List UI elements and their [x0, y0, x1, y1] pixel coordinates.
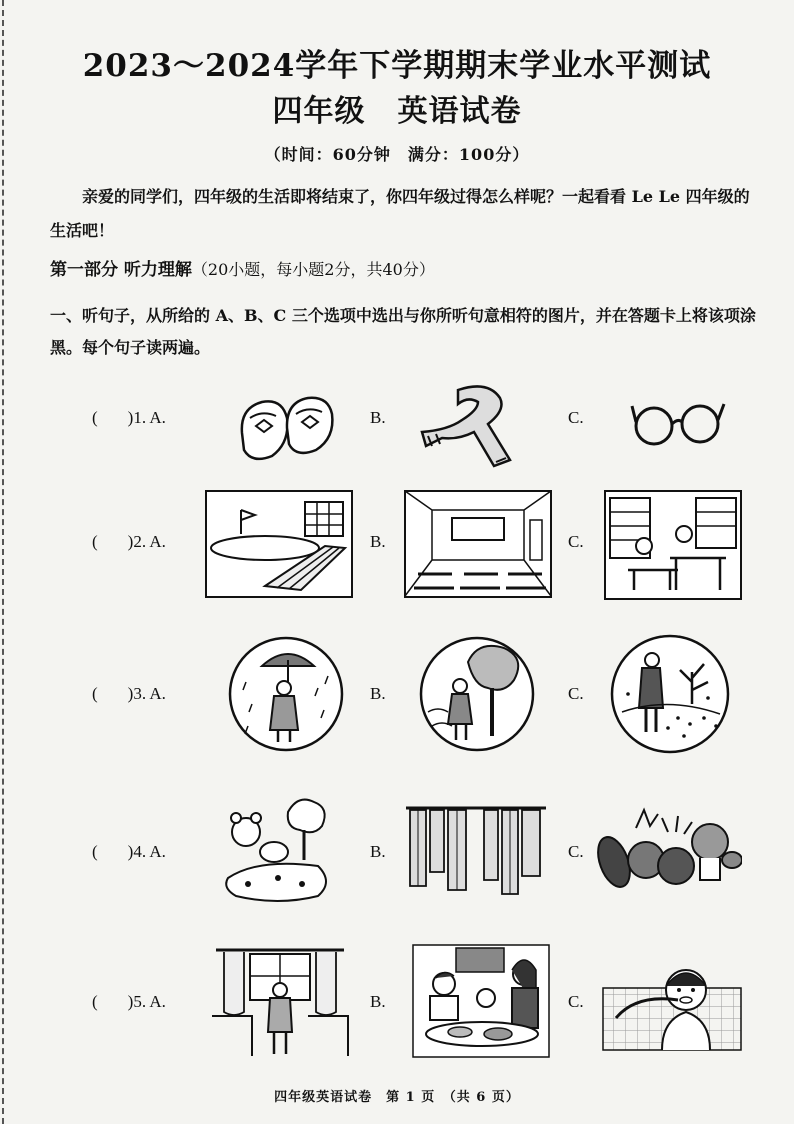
library-image[interactable]	[604, 490, 742, 600]
option-c-label: C.	[568, 532, 584, 551]
subject-label: 英语试卷	[397, 94, 522, 129]
grade-label: 四年级	[272, 94, 366, 129]
option-b-label: B.	[370, 408, 386, 427]
option-a-label: A.	[149, 532, 166, 551]
answer-paren[interactable]: ( )2. A.	[92, 532, 166, 551]
option-c-label: C.	[568, 842, 584, 861]
section-heading	[50, 255, 435, 280]
option-b-label: B.	[370, 842, 386, 861]
intro-paragraph: 亲爱的同学们，四年级的生活即将结束了，你四年级过得怎么样呢？一起看看 Le Le 四年级的生活吧！	[50, 187, 750, 240]
brushing-teeth-image[interactable]	[602, 958, 742, 1052]
rainy-day-image[interactable]	[228, 632, 344, 756]
playground-image[interactable]	[205, 490, 353, 598]
option-a-label: A.	[149, 408, 166, 427]
time-info: （时间：60分钟 满分：100分）	[264, 145, 530, 164]
option-b-label: B.	[370, 684, 386, 703]
question-number: 4.	[133, 842, 147, 861]
animals-image[interactable]	[218, 792, 336, 912]
question-number: 3.	[133, 684, 147, 703]
answer-paren[interactable]: ( )4. A.	[92, 842, 166, 861]
bedroom-window-image[interactable]	[210, 946, 350, 1058]
exam-subtitle	[0, 86, 794, 130]
family-dinner-image[interactable]	[412, 944, 550, 1058]
option-b-label: B.	[370, 992, 386, 1011]
question-row-5	[0, 944, 794, 1074]
answer-paren[interactable]: ( )5. A.	[92, 992, 166, 1011]
exam-title: 2023～2024学年下学期期末学业水平测试	[82, 48, 712, 84]
option-a-label: A.	[149, 842, 166, 861]
classroom-image[interactable]	[404, 490, 552, 598]
windy-day-image[interactable]	[418, 632, 536, 756]
option-c-label: C.	[568, 408, 584, 427]
instruction-text: 一、听句子，从所给的 A、B、C 三个选项中选出与你所听句意相符的图片，并在答题卡上将该项涂黑。每个句子读两遍。	[50, 306, 756, 357]
question-number: 1.	[133, 408, 147, 427]
clothes-rack-image[interactable]	[402, 800, 550, 908]
question-row-2	[0, 488, 794, 618]
glasses-image[interactable]	[630, 394, 726, 454]
question-number: 5.	[133, 992, 147, 1011]
option-b-label: B.	[370, 532, 386, 551]
answer-paren[interactable]: ( )1. A.	[92, 408, 166, 427]
vegetables-image[interactable]	[592, 798, 742, 898]
page-footer: 四年级英语试卷 第 1 页 （共 6 页）	[274, 1090, 520, 1105]
section-note: （20小题，每小题2分，共40分）	[191, 260, 435, 279]
question-row-3	[0, 632, 794, 762]
option-a-label: A.	[149, 992, 166, 1011]
shoes-image[interactable]	[232, 388, 342, 468]
question-number: 2.	[133, 532, 147, 551]
question-row-4	[0, 790, 794, 920]
option-c-label: C.	[568, 684, 584, 703]
option-a-label: A.	[149, 684, 166, 703]
option-c-label: C.	[568, 992, 584, 1011]
answer-paren[interactable]: ( )3. A.	[92, 684, 166, 703]
section-title: 第一部分 听力理解	[50, 260, 192, 280]
scarf-image[interactable]	[418, 380, 518, 470]
snowy-day-image[interactable]	[608, 632, 732, 756]
